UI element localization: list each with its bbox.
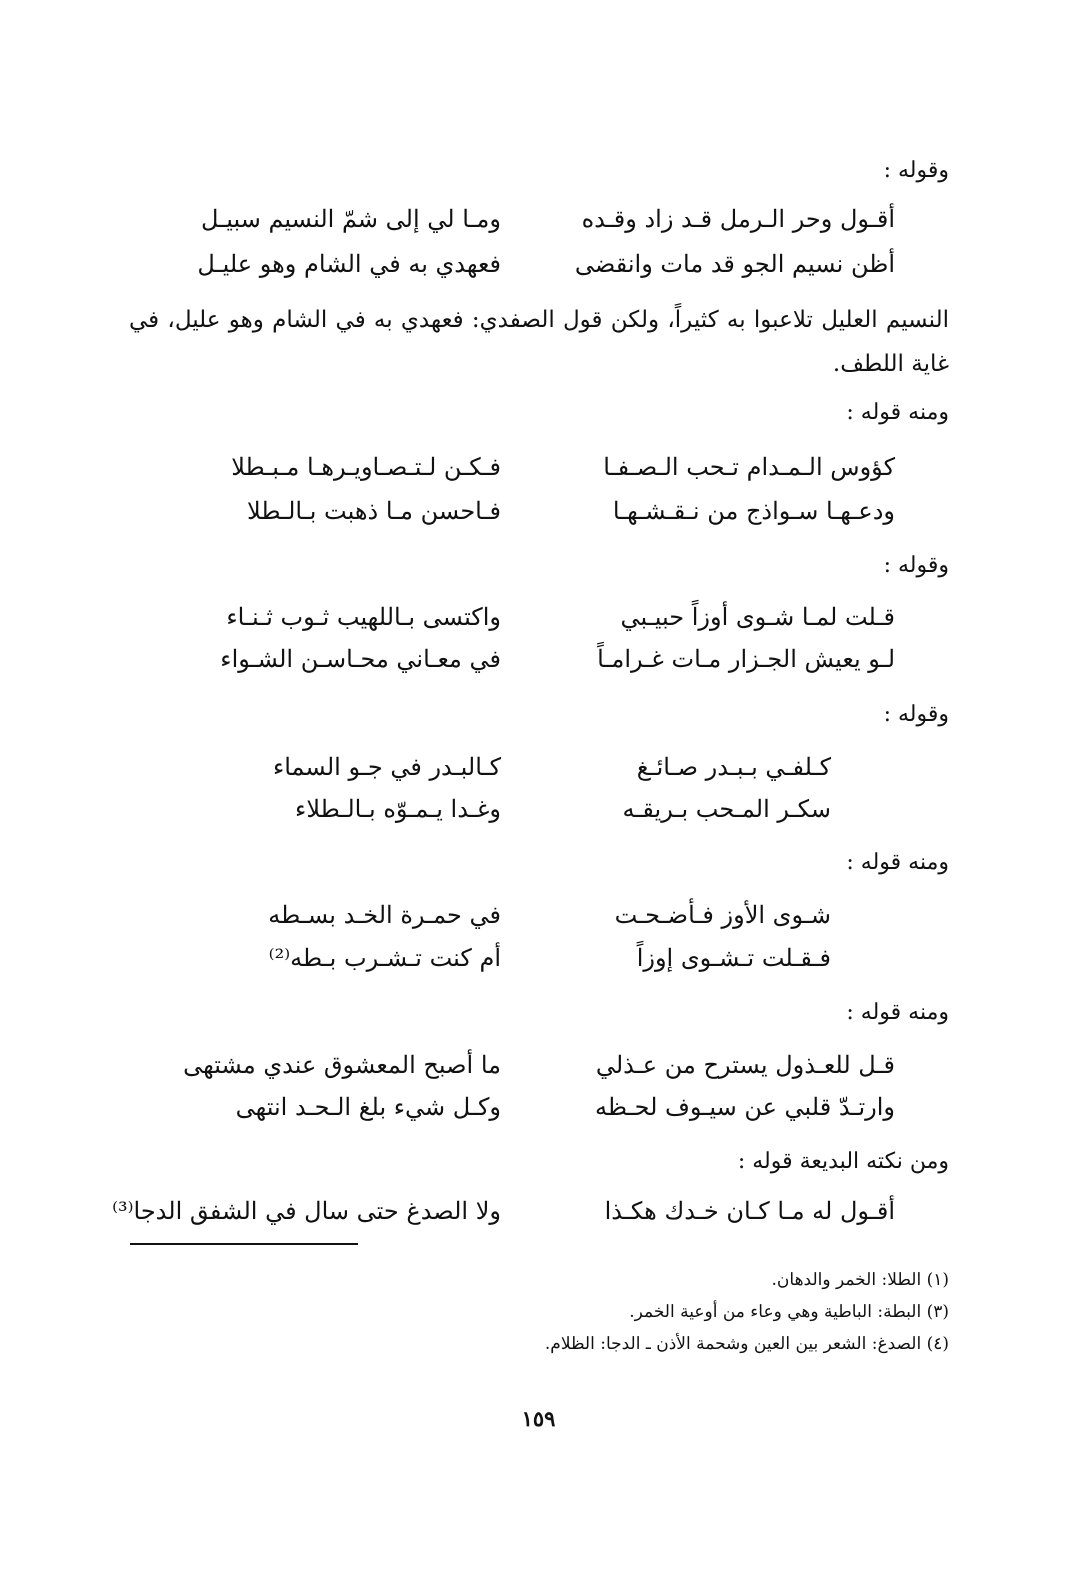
- verse-first-hemistich: سكـر المـحب بـريقـه: [622, 795, 831, 823]
- verse-line: [119, 790, 949, 828]
- verse-second-hemistich: كـالبـدر في جـو السماء: [272, 753, 501, 781]
- verse-second-hemistich: واكتسى بـاللهيب ثـوب ثـنـاء: [226, 603, 501, 631]
- verse-first-hemistich: كـلفـي بـبـدر صـائـغ: [636, 753, 831, 781]
- verse-line: [119, 640, 949, 678]
- section-intro: وقوله :: [883, 553, 949, 578]
- footnote: (٣) البطة: الباطية وهي وعاء من أوعية الخمر.: [629, 1302, 949, 1322]
- section-intro: ومنه قوله :: [846, 1000, 949, 1025]
- verse-first-hemistich: ودعـهـا سـواذج من نـقـشـهـا: [612, 497, 895, 525]
- verse-first-hemistich: كؤوس الـمـدام تـحب الـصـفـا: [603, 453, 895, 481]
- verse-line: [119, 1088, 949, 1126]
- section-intro: ومن نكته البديعة قوله :: [737, 1149, 949, 1174]
- verse-first-hemistich: أقـول وحر الـرمل قـد زاد وقـده: [581, 205, 895, 233]
- verse-line: [119, 448, 949, 486]
- section-intro: ومنه قوله :: [846, 850, 949, 875]
- verse-second-hemistich: ولا الصدغ حتى سال في الشفق الدجا⁽³⁾: [112, 1197, 501, 1225]
- verse-first-hemistich: أظن نسيم الجو قد مات وانقضى: [574, 250, 895, 278]
- verse-first-hemistich: أقـول له مـا كـان خـدك هكـذا: [604, 1197, 895, 1225]
- section-intro: وقوله :: [883, 158, 949, 183]
- footnote: (٤) الصدغ: الشعر بين العين وشحمة الأذن ـ الدجا: الظلام.: [544, 1334, 949, 1354]
- verse-first-hemistich: فـقـلت تـشـوى إوزاً: [636, 944, 831, 972]
- verse-line: [112, 1192, 949, 1230]
- verse-second-hemistich: في معـاني محـاسـن الشـواء: [220, 645, 501, 673]
- verse-second-hemistich: أم كنت تـشـرب بـطه⁽²⁾: [268, 944, 501, 972]
- verse-first-hemistich: قـل للعـذول يسترح من عـذلي: [595, 1051, 895, 1079]
- verse-line: [119, 896, 949, 934]
- verse-line: [119, 939, 949, 977]
- verse-second-hemistich: فـاحسن مـا ذهبت بـالـطلا: [247, 497, 501, 525]
- verse-second-hemistich: وغـدا يـمـوّه بـالـطلاء: [295, 795, 501, 823]
- footnote-divider: [130, 1243, 358, 1245]
- verse-line: [119, 1046, 949, 1084]
- verse-line: [119, 200, 949, 238]
- verse-first-hemistich: وارتـدّ قلبي عن سيـوف لحـظه: [595, 1093, 895, 1121]
- verse-second-hemistich: فعهدي به في الشام وهو عليـل: [197, 250, 501, 278]
- verse-first-hemistich: لـو يعيش الجـزار مـات غـرامـاً: [597, 645, 895, 673]
- verse-line: [119, 748, 949, 786]
- verse-second-hemistich: في حمـرة الخـد بسـطه: [268, 901, 501, 929]
- section-intro: وقوله :: [883, 702, 949, 727]
- verse-second-hemistich: ومـا لي إلى شمّ النسيم سبيـل: [201, 205, 501, 233]
- verse-second-hemistich: وكـل شيء بلغ الـحـد انتهى: [235, 1093, 501, 1121]
- verse-first-hemistich: قـلت لمـا شـوى أوزاً حبيـبي: [620, 603, 895, 631]
- footnote: (١) الطلا: الخمر والدهان.: [771, 1270, 949, 1290]
- page-number: ١٥٩: [521, 1406, 556, 1431]
- commentary-paragraph: النسيم العليل تلاعبوا به كثيراً، ولكن قول الصفدي: فعهدي به في الشام وهو عليل، في غاية اللطف.: [129, 307, 949, 377]
- section-intro: ومنه قوله :: [846, 400, 949, 425]
- verse-line: [119, 598, 949, 636]
- verse-line: [119, 492, 949, 530]
- verse-first-hemistich: شـوى الأوز فـأضـحـت: [614, 901, 831, 929]
- verse-second-hemistich: فـكـن لـتـصـاويـرهـا مـبـطلا: [231, 453, 501, 481]
- verse-line: [119, 245, 949, 283]
- verse-second-hemistich: ما أصبح المعشوق عندي مشتهى: [183, 1051, 501, 1079]
